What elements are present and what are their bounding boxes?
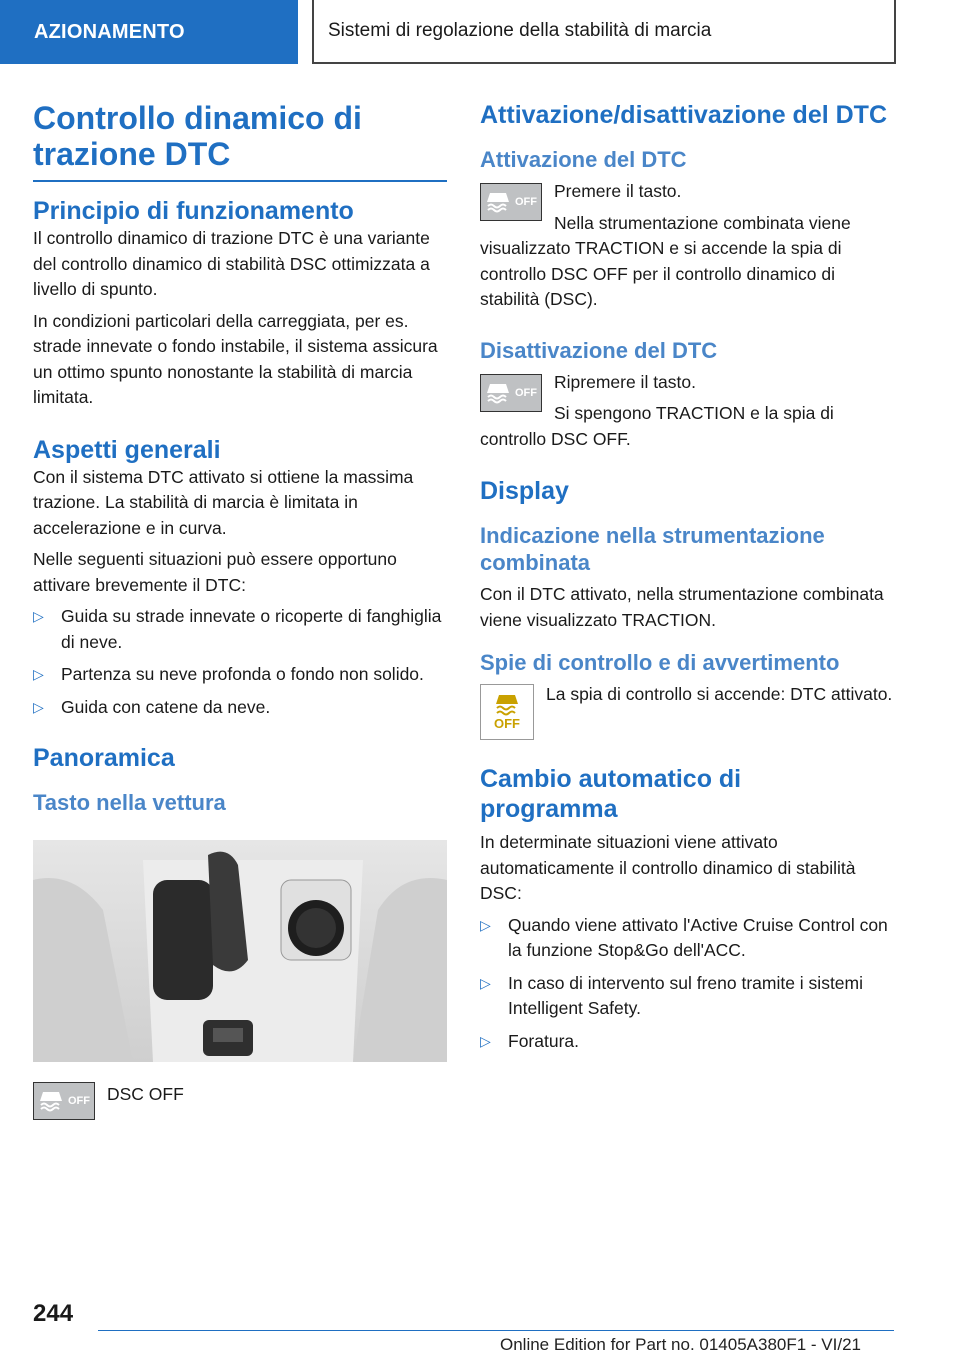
situations-list bbox=[33, 604, 447, 720]
display-heading: Display bbox=[480, 477, 569, 505]
section-tab bbox=[0, 0, 298, 64]
dsc-off-button-icon: OFF bbox=[480, 374, 542, 412]
cluster-paragraph: Con il DTC attivato, nella strumentazione combinata viene visualizzato TRACTION. bbox=[480, 584, 884, 630]
activation-heading: Attivazione/disattivazione del DTC bbox=[480, 101, 888, 129]
center-console-photo bbox=[33, 840, 447, 1062]
button-caption: DSC OFF bbox=[107, 1084, 184, 1104]
list-item: ▷ Quando viene attivato l'Active Cruise Control con la funzione Stop&Go dell'ACC. bbox=[480, 914, 888, 960]
list-item: ▷ Foratura. bbox=[480, 1029, 898, 1055]
activation-on-row bbox=[480, 179, 898, 236]
list-item: ▷ Guida con catene da neve. bbox=[33, 695, 447, 721]
activation-off-text: controllo DSC OFF. bbox=[480, 428, 631, 449]
auto-change-heading: Cambio automatico di programma bbox=[480, 765, 742, 823]
principle-heading: Principio di funzionamento bbox=[33, 197, 354, 225]
auto-change-list bbox=[480, 913, 898, 1055]
activation-on-text: visualizzato TRACTION e si accende la spia di controllo DSC OFF per il controllo dinamico di stabilità (DSC). bbox=[480, 238, 842, 309]
left-column bbox=[33, 100, 447, 1120]
footer-rule bbox=[98, 1330, 894, 1331]
cluster-heading: Indicazione nella strumentazione combinata bbox=[480, 523, 825, 575]
activation-off-heading: Disattivazione del DTC bbox=[480, 337, 718, 363]
right-column bbox=[480, 100, 898, 1061]
page-title: Controllo dinamico di trazione DTC bbox=[33, 100, 362, 172]
page-number: 244 bbox=[33, 1300, 74, 1327]
triangle-bullet-icon: ▷ bbox=[33, 666, 44, 682]
triangle-bullet-icon: ▷ bbox=[480, 1032, 491, 1049]
general-paragraph-2: Nelle seguenti situazioni può essere opportuno attivare brevemente il DTC: bbox=[33, 549, 397, 595]
activation-off-step: Ripremere il tasto. bbox=[554, 371, 696, 392]
button-heading: Tasto nella vettura bbox=[33, 790, 226, 815]
chapter-label: Sistemi di regolazione della stabilità di marcia bbox=[328, 20, 712, 41]
triangle-bullet-icon: ▷ bbox=[33, 698, 44, 715]
title-rule bbox=[33, 180, 447, 182]
auto-change-paragraph: In determinate situazioni viene attivato automaticamente il controllo dinamico di stabilità DSC: bbox=[480, 832, 856, 903]
general-heading: Aspetti generali bbox=[33, 435, 221, 464]
section-label: AZIONAMENTO bbox=[34, 20, 185, 43]
activation-on-step: Premere il tasto. bbox=[554, 181, 682, 201]
triangle-bullet-icon: ▷ bbox=[480, 916, 491, 933]
dsc-off-button-icon: OFF bbox=[480, 183, 542, 221]
triangle-bullet-icon: ▷ bbox=[480, 974, 491, 991]
lamps-row bbox=[480, 682, 898, 740]
dsc-off-button-icon: OFF bbox=[33, 1082, 95, 1120]
general-paragraph-1: Con il sistema DTC attivato si ottiene la massima trazione. La stabilità di marcia è limitata in accelerazione e in curva. bbox=[33, 466, 414, 538]
lamps-heading: Spie di controllo e di avvertimento bbox=[480, 650, 840, 675]
principle-paragraph-1: Il controllo dinamico di trazione DTC è una variante del controllo dinamico di stabilità DSC ottimizzata a livello di spunto. bbox=[33, 228, 430, 299]
overview-heading: Panoramica bbox=[33, 744, 175, 772]
dtc-warning-lamp-icon: OFF bbox=[480, 684, 534, 740]
principle-paragraph-2: In condizioni particolari della carreggiata, per es. strade innevate o fondo instabile, il sistema assicura un ottimo spunto nonostante la stabilità di marcia limitata. bbox=[33, 310, 438, 407]
dsc-off-caption-row bbox=[33, 1078, 447, 1120]
activation-off-row bbox=[480, 370, 898, 427]
activation-on-text-head: Nella strumentazione combinata viene bbox=[554, 212, 851, 233]
list-item: ▷ Partenza su neve profonda o fondo non solido. bbox=[33, 662, 447, 688]
chapter-title bbox=[312, 0, 896, 64]
triangle-bullet-icon: ▷ bbox=[33, 608, 44, 624]
lamps-paragraph: La spia di controllo si accende: DTC attivato. bbox=[546, 684, 893, 704]
activation-on-heading: Attivazione del DTC bbox=[480, 147, 687, 172]
edition-note: Online Edition for Part no. 01405A380F1 - VI/21 bbox=[500, 1335, 862, 1354]
activation-off-text-head: Si spengono TRACTION e la spia di bbox=[554, 403, 834, 423]
list-item: ▷ In caso di intervento sul freno tramite i sistemi Intelligent Safety. bbox=[480, 972, 864, 1018]
list-item: ▷ Guida su strade innevate o ricoperte di fanghiglia di neve. bbox=[33, 606, 442, 652]
